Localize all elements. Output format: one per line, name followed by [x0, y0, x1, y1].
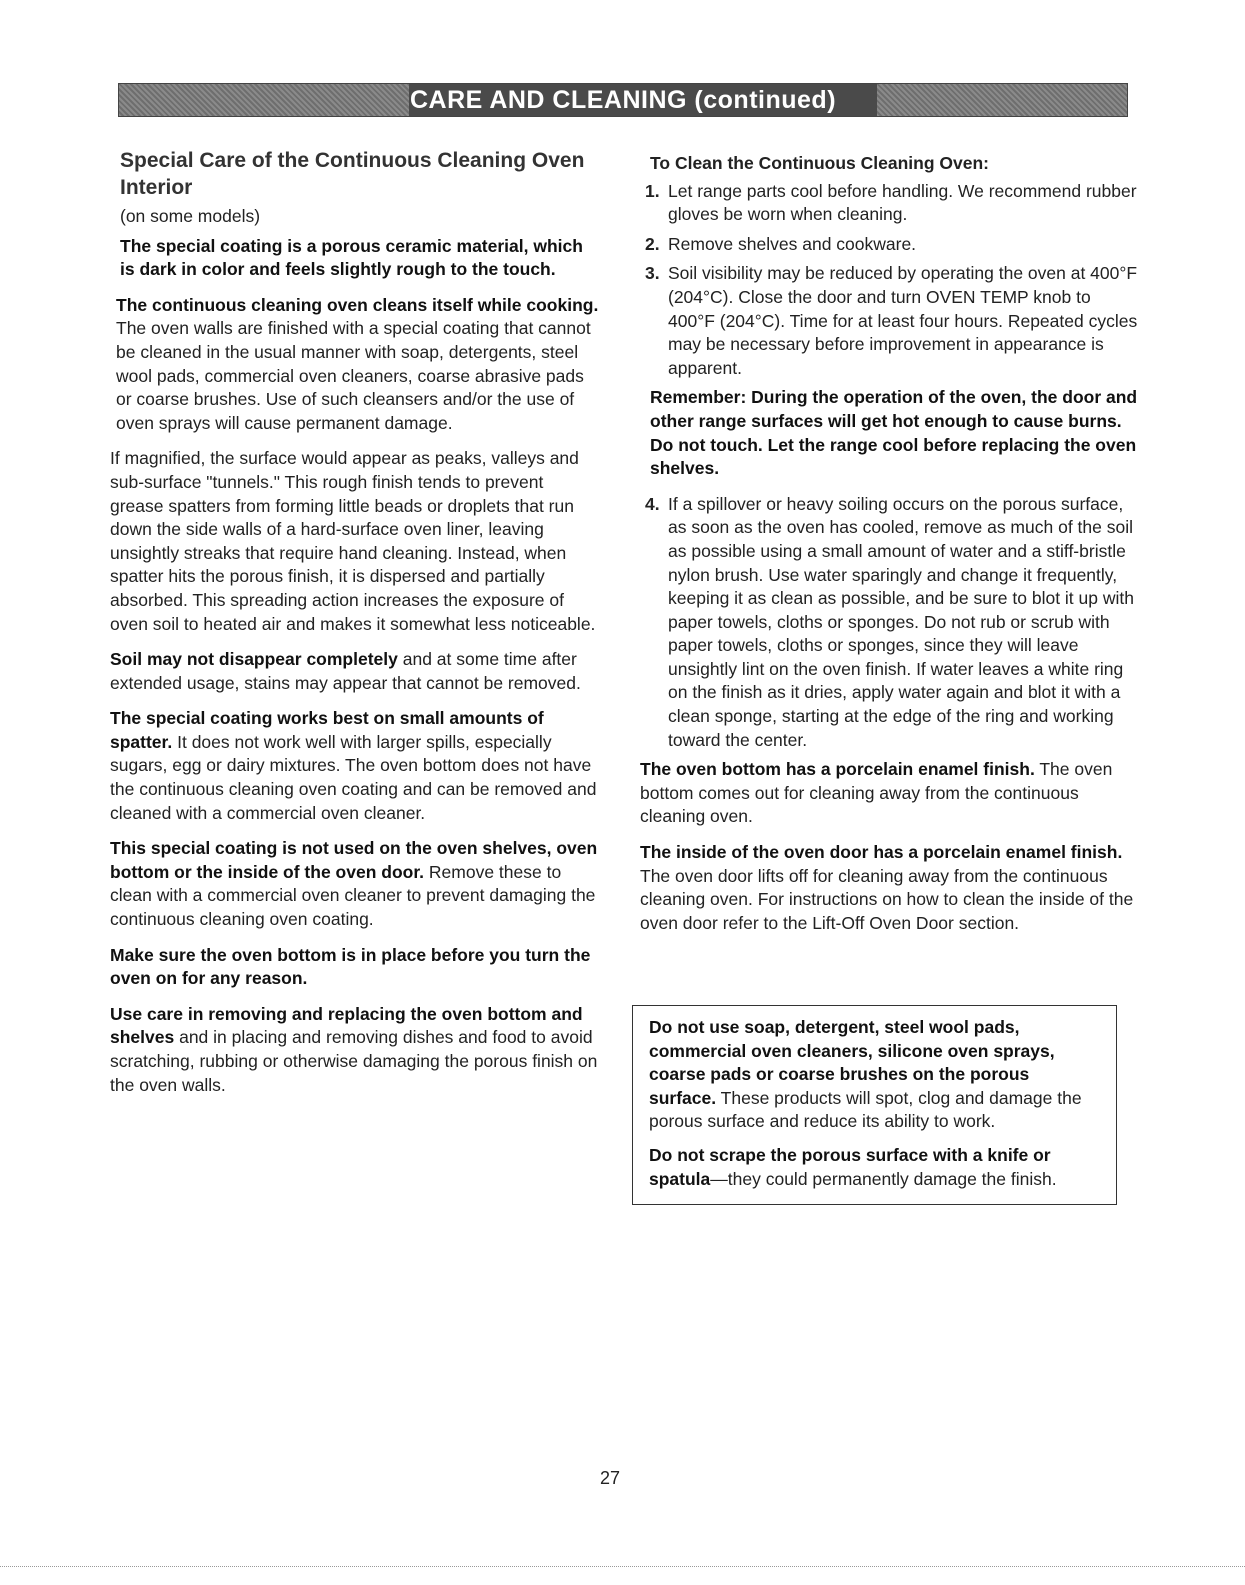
bottom-divider [0, 1566, 1245, 1567]
warning-box [632, 1005, 1117, 1205]
section-title: Special Care of the Continuous Cleaning Oven Interior [120, 149, 585, 199]
paragraph-coating: The special coating is a porous ceramic material, which is dark in color and feels slightly rough to the touch. [120, 235, 583, 280]
cleaning-heading: To Clean the Continuous Cleaning Oven: [650, 153, 989, 173]
step-text: Soil visibility may be reduced by operating the oven at 400°F (204°C). Close the door and turn OVEN TEMP knob to 400°F (204°C). Time for at least four hours. Repeated cycles may be necessary before improvement in appearance is apparent. [668, 263, 1138, 378]
section-subtitle: (on some models) [120, 206, 261, 226]
left-column [110, 147, 600, 1109]
paragraph-soil: Soil may not disappear completely and at some time after extended usage, stains may appear that cannot be removed. [110, 649, 581, 693]
step-number: 2. [645, 233, 660, 254]
step-2 [640, 233, 1140, 257]
paragraph-not-used: This special coating is not used on the oven shelves, oven bottom or the inside of the oven door. Remove these to clean with a commercial oven cleaner to prevent damaging the continuous cleaning oven coating. [110, 838, 598, 930]
right-column [640, 152, 1140, 947]
paragraph-bottom-in-place: Make sure the oven bottom is in place before you turn the oven on for any reason. [110, 944, 591, 989]
remember-warning: Remember: During the operation of the oven, the door and other range surfaces will get hot enough to cause burns. Do not touch. Let the range cool before replacing the oven shelves. [650, 387, 1138, 479]
paragraph-oven-door: The inside of the oven door has a porcelain enamel finish. The oven door lifts off for cleaning away from the continuous cleaning oven. For instructions on how to clean the inside of the oven door refer to the Lift-Off Oven Door section. [640, 842, 1134, 933]
warning-do-not-scrape: Do not scrape the porous surface with a knife or spatula—they could permanently damage the finish. [649, 1144, 1057, 1189]
step-text: Let range parts cool before handling. We recommend rubber gloves be worn when cleaning. [668, 180, 1137, 225]
step-4 [640, 493, 1140, 753]
step-text: Remove shelves and cookware. [668, 233, 917, 254]
paragraph-magnified: If magnified, the surface would appear as peaks, valleys and sub-surface "tunnels." This rough finish tends to prevent grease spatters from forming little beads or droplets that run down the side walls of a hard-surface oven liner, leaving unsightly streaks that require hand cleaning. Instead, when spatter hits the porous finish, it is dispersed and partially absorbed. This spreading action increases the exposure of oven soil to heated air and makes it somewhat less noticeable. [110, 448, 596, 634]
step-3 [640, 262, 1140, 380]
warning-do-not-use: Do not use soap, detergent, steel wool pads, commercial oven cleaners, silicone oven sprays, coarse pads or coarse brushes on the porous surface. These products will spot, clog and damage the porous surface and reduce its ability to work. [649, 1017, 1082, 1132]
section-banner [118, 83, 1128, 117]
step-number: 4. [645, 493, 660, 514]
paragraph-cleans-itself: The continuous cleaning oven cleans itself while cooking. The oven walls are finished with a special coating that cannot be cleaned in the usual manner with soap, detergents, steel wool pads, commercial oven cleaners, coarse abrasive pads or coarse brushes. Use of such cleansers and/or the use of oven sprays will cause permanent damage. [116, 294, 599, 433]
step-1 [640, 180, 1140, 227]
paragraph-use-care: Use care in removing and replacing the oven bottom and shelves and in placing and removing dishes and food to avoid scratching, rubbing or otherwise damaging the porous finish on the oven walls. [110, 1003, 598, 1095]
step-number: 3. [645, 263, 660, 284]
paragraph-oven-bottom: The oven bottom has a porcelain enamel finish. The oven bottom comes out for cleaning away from the continuous cleaning oven. [640, 759, 1113, 827]
banner-title: CARE AND CLEANING (continued) [409, 86, 837, 114]
step-text: If a spillover or heavy soiling occurs on the porous surface, as soon as the oven has cooled, remove as much of the soil as possible using a small amount of water and a stiff-bristle nylon brush. Use water sparingly and change it frequently, keeping it as clean as possible, and be sure to blot it up with paper towels, cloths or sponges. Do not rub or scrub with paper towels, cloths or sponges, since they will leave unsightly lint on the oven finish. If water leaves a white ring on the finish as it dries, apply water again and blot it with a clean sponge, starting at the edge of the ring and working toward the center. [668, 493, 1134, 750]
paragraph-spatter: The special coating works best on small amounts of spatter. It does not work well with larger spills, especially sugars, egg or dairy mixtures. The oven bottom does not have the continuous cleaning oven coating and can be removed and cleaned with a commercial oven cleaner. [110, 708, 597, 823]
step-number: 1. [645, 180, 660, 201]
page-number: 27 [599, 1468, 621, 1488]
